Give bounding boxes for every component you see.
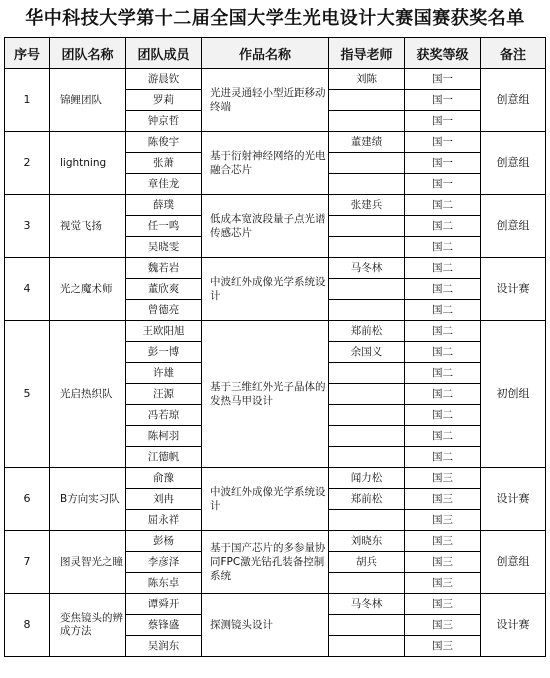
advisor-cell: 董建绩 — [329, 132, 405, 153]
advisor-cell — [329, 237, 405, 258]
advisor-cell — [329, 447, 405, 468]
advisor-cell — [329, 384, 405, 405]
team-name-cell: 视觉飞扬 — [50, 195, 126, 258]
award-cell: 国二 — [405, 426, 481, 447]
award-cell: 国一 — [405, 132, 481, 153]
award-cell: 国一 — [405, 153, 481, 174]
award-cell: 国三 — [405, 552, 481, 573]
member-cell: 张萧 — [126, 153, 202, 174]
award-cell: 国三 — [405, 636, 481, 657]
work-name-cell: 中波红外成像光学系统设计 — [202, 258, 329, 321]
team-name-cell: 光之魔术师 — [50, 258, 126, 321]
seq-cell: 5 — [5, 321, 50, 468]
header-work: 作品名称 — [202, 38, 329, 69]
award-cell: 国一 — [405, 69, 481, 90]
table-row — [5, 258, 546, 279]
note-cell: 创意组 — [481, 69, 546, 132]
work-name-cell: 基于衍射神经网络的光电融合芯片 — [202, 132, 329, 195]
award-cell: 国一 — [405, 90, 481, 111]
member-cell: 曾德亮 — [126, 300, 202, 321]
advisor-cell: 郑前松 — [329, 321, 405, 342]
advisor-cell: 马冬林 — [329, 594, 405, 615]
award-cell: 国二 — [405, 363, 481, 384]
team-name-cell: B方向实习队 — [50, 468, 126, 531]
header-seq: 序号 — [5, 38, 50, 69]
member-cell: 屈永祥 — [126, 510, 202, 531]
award-cell: 国三 — [405, 510, 481, 531]
work-name-cell: 光进灵通轻小型近距移动终端 — [202, 69, 329, 132]
member-cell: 吴晓雯 — [126, 237, 202, 258]
advisor-cell — [329, 90, 405, 111]
award-cell: 国三 — [405, 468, 481, 489]
award-cell: 国三 — [405, 594, 481, 615]
header-row — [5, 38, 546, 69]
advisor-cell — [329, 636, 405, 657]
work-name-cell: 基于三维红外光子晶体的发热马甲设计 — [202, 321, 329, 468]
advisor-cell — [329, 111, 405, 132]
note-cell: 设计赛 — [481, 594, 546, 657]
page-title: 华中科技大学第十二届全国大学生光电设计大赛国赛获奖名单 — [25, 8, 525, 29]
note-cell: 创意组 — [481, 132, 546, 195]
member-cell: 陈东卓 — [126, 573, 202, 594]
award-cell: 国二 — [405, 216, 481, 237]
award-cell: 国三 — [405, 489, 481, 510]
award-table — [4, 37, 546, 657]
table-body — [5, 69, 546, 657]
member-cell: 彭一博 — [126, 342, 202, 363]
note-cell: 设计赛 — [481, 258, 546, 321]
award-cell: 国一 — [405, 174, 481, 195]
seq-cell: 7 — [5, 531, 50, 594]
member-cell: 俞豫 — [126, 468, 202, 489]
award-cell: 国一 — [405, 111, 481, 132]
team-name-cell: lightning — [50, 132, 126, 195]
table-row — [5, 132, 546, 153]
member-cell: 任一鸣 — [126, 216, 202, 237]
member-cell: 章佳龙 — [126, 174, 202, 195]
advisor-cell: 胡兵 — [329, 552, 405, 573]
table-row — [5, 531, 546, 552]
member-cell: 谭舜开 — [126, 594, 202, 615]
award-cell: 国二 — [405, 447, 481, 468]
member-cell: 董欣爽 — [126, 279, 202, 300]
member-cell: 冯若琼 — [126, 405, 202, 426]
table-row — [5, 69, 546, 90]
advisor-cell — [329, 363, 405, 384]
award-cell: 国二 — [405, 384, 481, 405]
seq-cell: 2 — [5, 132, 50, 195]
team-name-cell: 锦鲤团队 — [50, 69, 126, 132]
advisor-cell — [329, 153, 405, 174]
award-cell: 国二 — [405, 342, 481, 363]
table-row — [5, 594, 546, 615]
header-members: 团队成员 — [126, 38, 202, 69]
member-cell: 蔡锋盛 — [126, 615, 202, 636]
award-cell: 国二 — [405, 300, 481, 321]
seq-cell: 3 — [5, 195, 50, 258]
seq-cell: 4 — [5, 258, 50, 321]
note-cell: 创意组 — [481, 195, 546, 258]
award-cell: 国三 — [405, 573, 481, 594]
work-name-cell: 低成本宽波段量子点光谱传感芯片 — [202, 195, 329, 258]
advisor-cell: 刘陈 — [329, 69, 405, 90]
advisor-cell — [329, 426, 405, 447]
member-cell: 汪源 — [126, 384, 202, 405]
team-name-cell: 光启热织队 — [50, 321, 126, 468]
award-cell: 国三 — [405, 531, 481, 552]
advisor-cell: 马冬林 — [329, 258, 405, 279]
advisor-cell: 余国义 — [329, 342, 405, 363]
note-cell: 设计赛 — [481, 468, 546, 531]
advisor-cell — [329, 216, 405, 237]
award-cell: 国二 — [405, 237, 481, 258]
header-award: 获奖等级 — [405, 38, 481, 69]
member-cell: 游晨钦 — [126, 69, 202, 90]
seq-cell: 8 — [5, 594, 50, 657]
advisor-cell: 闻力松 — [329, 468, 405, 489]
table-row — [5, 195, 546, 216]
member-cell: 陈俊宇 — [126, 132, 202, 153]
seq-cell: 6 — [5, 468, 50, 531]
award-cell: 国二 — [405, 279, 481, 300]
advisor-cell — [329, 279, 405, 300]
table-row — [5, 468, 546, 489]
advisor-cell — [329, 615, 405, 636]
award-cell: 国二 — [405, 258, 481, 279]
work-name-cell: 探测镜头设计 — [202, 594, 329, 657]
member-cell: 彭杨 — [126, 531, 202, 552]
member-cell: 李彦泽 — [126, 552, 202, 573]
header-advisor: 指导老师 — [329, 38, 405, 69]
work-name-cell: 基于国产芯片的多参量协同FPC激光钻孔装备控制系统 — [202, 531, 329, 594]
advisor-cell — [329, 573, 405, 594]
member-cell: 魏若岩 — [126, 258, 202, 279]
work-name-cell: 中波红外成像光学系统设计 — [202, 468, 329, 531]
member-cell: 王欧阳旭 — [126, 321, 202, 342]
member-cell: 钟京哲 — [126, 111, 202, 132]
team-name-cell: 图灵智光之瞳 — [50, 531, 126, 594]
award-cell: 国二 — [405, 321, 481, 342]
advisor-cell: 刘晓东 — [329, 531, 405, 552]
header-note: 备注 — [481, 38, 546, 69]
award-cell: 国二 — [405, 195, 481, 216]
note-cell: 初创组 — [481, 321, 546, 468]
advisor-cell — [329, 510, 405, 531]
member-cell: 薛璞 — [126, 195, 202, 216]
team-name-cell: 变焦镜头的辨成方法 — [50, 594, 126, 657]
member-cell: 刘冉 — [126, 489, 202, 510]
note-cell: 创意组 — [481, 531, 546, 594]
seq-cell: 1 — [5, 69, 50, 132]
award-cell: 国二 — [405, 405, 481, 426]
advisor-cell — [329, 300, 405, 321]
member-cell: 江德帆 — [126, 447, 202, 468]
advisor-cell: 郑前松 — [329, 489, 405, 510]
member-cell: 吴润东 — [126, 636, 202, 657]
member-cell: 罗莉 — [126, 90, 202, 111]
table-row — [5, 321, 546, 342]
advisor-cell — [329, 405, 405, 426]
member-cell: 陈柯羽 — [126, 426, 202, 447]
award-cell: 国三 — [405, 615, 481, 636]
member-cell: 许雄 — [126, 363, 202, 384]
advisor-cell — [329, 174, 405, 195]
header-team: 团队名称 — [50, 38, 126, 69]
advisor-cell: 张建兵 — [329, 195, 405, 216]
